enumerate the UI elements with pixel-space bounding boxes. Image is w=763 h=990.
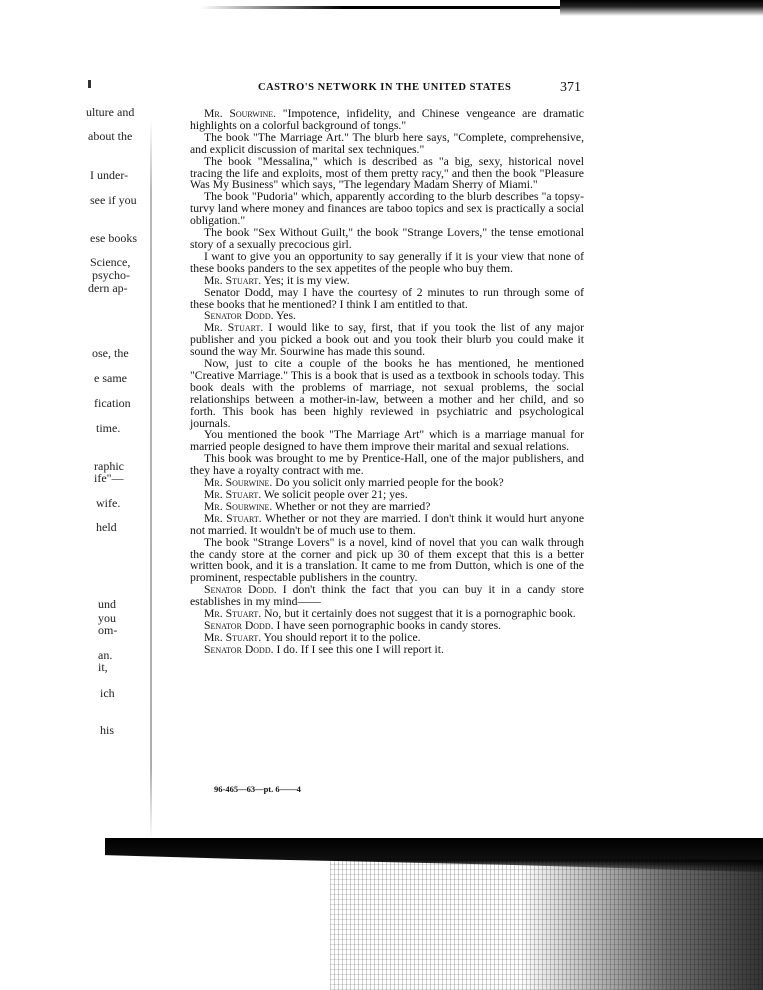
fragment-line: om- [98,623,118,637]
paragraph-text: I do. If I see this one I will report it. [273,642,444,656]
transcript-paragraph [190,584,584,608]
facing-page-fragments [86,100,156,820]
paragraph-text: The book "Pudoria" which, apparently according to the blurb describes "a topsy-turvy land where money and finances are taboo topics and sex is practically a social obligation." [190,190,584,228]
speaker-name: Senator Dodd. [204,618,274,632]
page-number: 371 [560,80,581,95]
fragment-line: see if you [90,193,137,207]
page-gutter [150,120,152,840]
transcript-paragraph [190,322,584,358]
paragraph-text: The book "Messalina," which is described as "a big, sexy, historical novel tracing the life and exploits, most of them pretty racy," and then the book "Pleasure Was My Business" which says, "The legendary Madam Sherry of Miami." [190,154,584,192]
speaker-name: Mr. Sourwine. [204,499,273,513]
paragraph-text: This book was brought to me by Prentice-Hall, one of the major publishers, and they have a royalty contract with me. [190,452,584,478]
paragraph-text: Whether or not they are married? [272,499,431,513]
paragraph-text: Whether or not they are married. I don't think it would hurt anyone not married. It wouldn't be of much use to them. [190,511,585,537]
paragraph-text: I don't think the fact that you can buy it in a candy store establishes in my mind—— [190,583,584,609]
scan-mark [88,80,91,88]
paragraph-text: You should report it to the police. [261,630,421,644]
fragment-line: about the [88,129,133,143]
fragment-line: wife. [96,496,121,510]
fragment-line: raphic [94,459,124,473]
fragment-line: psycho- [92,268,130,282]
transcript-paragraph [190,453,584,477]
speaker-name: Mr. Sourwine. [204,107,277,120]
paragraph-text: I would like to say, first, that if you took the list of any major publisher and you picked a book out and you took their blurb you could make it sound the way Mr. Sourwine has made this sound. [190,321,584,359]
paragraph-text: You mentioned the book "The Marriage Art" which is a marriage manual for married people designed to have them improve their marital and sexual relations. [190,428,584,454]
running-head: CASTRO'S NETWORK IN THE UNITED STATES [258,82,512,93]
speaker-name: Mr. Sourwine. [204,476,273,490]
hearing-transcript [190,108,584,656]
fragment-line: dern ap- [88,281,128,295]
speaker-name: Mr. Stuart. [204,630,262,644]
speaker-name: Mr. Stuart. [204,607,262,621]
speaker-name: Mr. Stuart. [204,321,264,335]
paragraph-text: Yes; it is my view. [261,273,350,287]
paragraph-text: The book "Sex Without Guilt," the book "Strange Lovers," the tense emotional story of a sexually precocious girl. [190,226,584,251]
transcript-paragraph [190,108,584,132]
fragment-line: held [96,520,117,534]
transcript-paragraph [190,156,584,192]
transcript-paragraph [190,132,584,156]
fragment-line: fication [94,396,131,410]
paragraph-text: The book "Strange Lovers" is a novel, kind of novel that you can walk through the candy store at the corner and pick up 30 of them except that this is a better written book, and it is a translation. It came to me from Dutton, which is one of the prominent, respectable publishers in the country. [190,535,584,585]
paragraph-text: I have seen pornographic books in candy stores. [273,618,502,632]
fragment-line: ife"— [94,471,124,485]
transcript-paragraph [190,644,584,656]
fragment-line: you [98,611,116,625]
speaker-name: Senator Dodd. [204,583,277,597]
transcript-paragraph [190,537,584,585]
transcript-paragraph [190,429,584,453]
fragment-line: und [98,597,116,611]
speaker-name: Mr. Stuart. [204,273,262,287]
speaker-name: Senator Dodd. [204,642,274,656]
paragraph-text: Now, just to cite a couple of the books he has mentioned, he mentioned "Creative Marriage." This is a book that is used as a textbook in schools today. This book deals with the problems of marriage, not sexual problems, the social relationships between a mother-in-law, between a mother and her child, and so forth. This book has been highly reviewed in psychiatric and psychological journals. [190,357,584,430]
fragment-line: ese books [90,231,137,245]
fragment-line: it, [98,660,108,674]
paragraph-text: We solicit people over 21; yes. [261,488,408,501]
paragraph-text: Yes. [273,309,296,323]
paragraph-text: No, but it certainly does not suggest that it is a pornographic book. [261,607,576,621]
speaker-name: Mr. Stuart. [204,511,262,525]
transcript-paragraph [190,227,584,251]
fragment-line: e same [94,371,127,385]
fragment-line: his [100,723,115,737]
speaker-name: Mr. Stuart. [204,488,262,501]
paragraph-text: I want to give you an opportunity to say generally if it is your view that none of these books panders to the sex appetites of the people who buy them. [190,249,584,275]
fragment-line: ulture and [86,105,135,119]
transcript-paragraph [190,191,584,227]
print-code: 96-465—63—pt. 6——4 [214,784,301,794]
transcript-paragraph [190,513,584,537]
paragraph-text: Do you solicit only married people for the book? [272,476,504,490]
transcript-paragraph [190,251,584,275]
paragraph-text: The book "The Marriage Art." The blurb here says, "Complete, comprehensive, and explicit discussion of marital sex techniques." [190,130,584,156]
fragment-line: time. [96,421,121,435]
paragraph-text: "Impotence, infidelity, and Chinese vengeance are dramatic highlights on a colorful background of tongs." [190,107,584,132]
scan-noise-dark [520,860,763,990]
fragment-line: ich [100,686,115,700]
speaker-name: Senator Dodd. [204,309,274,323]
transcript-paragraph [190,358,584,429]
transcript-paragraph [190,287,584,311]
fragment-line: I under- [90,168,129,182]
fragment-line: Science, [90,255,131,269]
fragment-line: an. [98,648,113,662]
scan-edge-line [200,6,560,9]
fragment-line: ose, the [92,346,129,360]
paragraph-text: Senator Dodd, may I have the courtesy of 2 minutes to run through some of these books that he mentioned? I think I am entitled to that. [190,285,584,311]
scan-edge-top [560,0,763,16]
